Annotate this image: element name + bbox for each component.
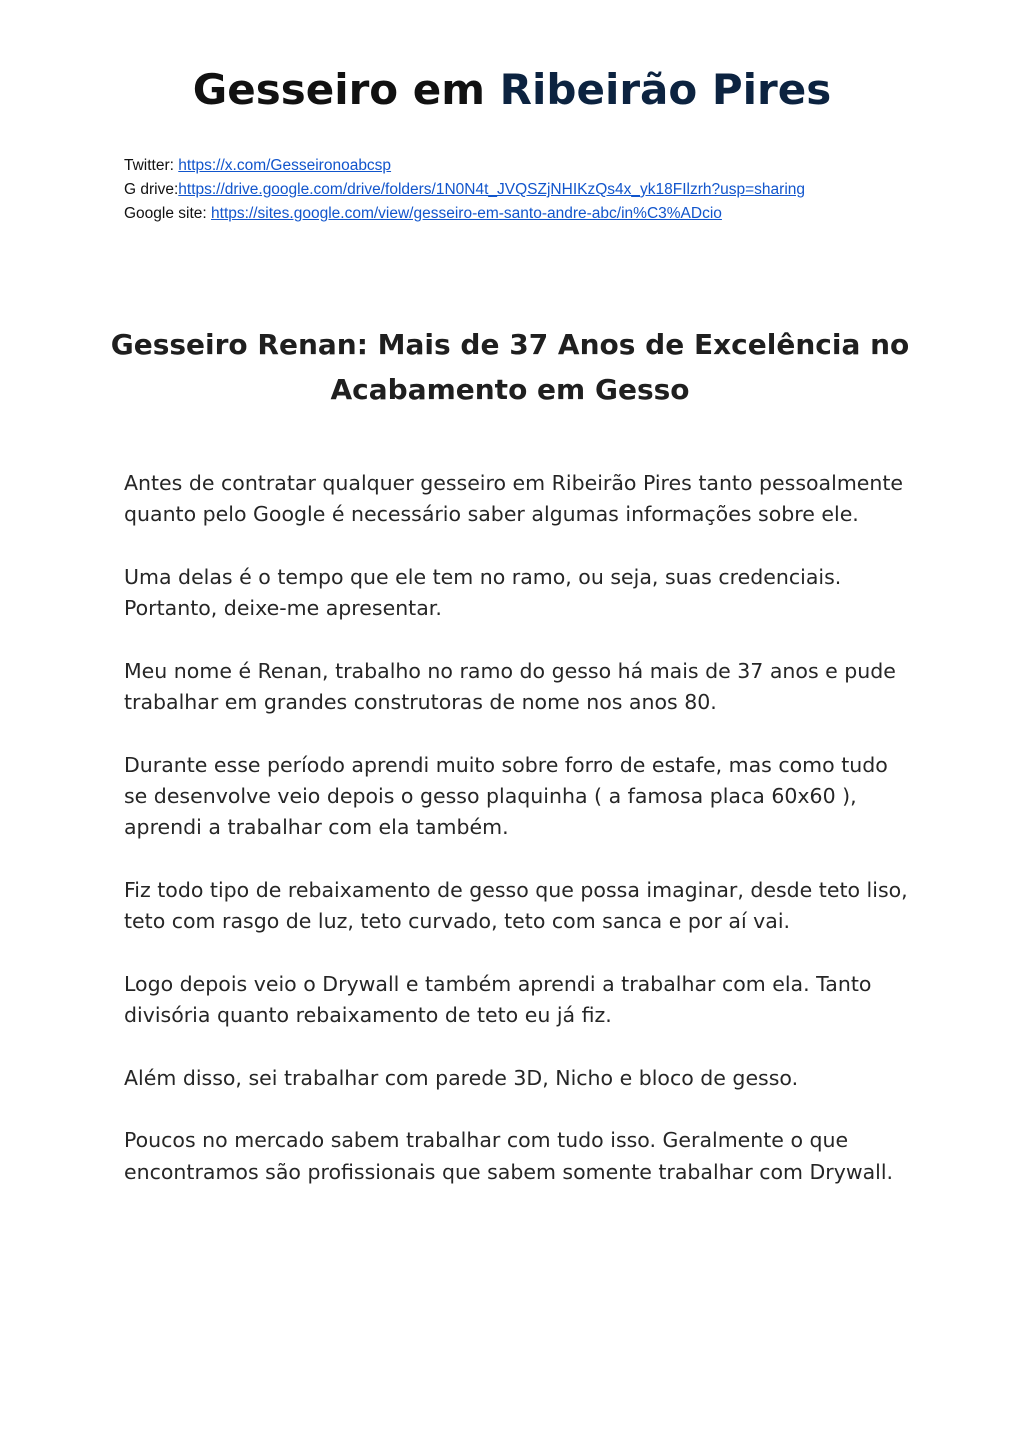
article-body xyxy=(124,468,914,1219)
google-site-link[interactable]: https://sites.google.com/view/gesseiro-em-santo-andre-abc/in%C3%ADcio xyxy=(211,205,722,222)
paragraph: Durante esse período aprendi muito sobre forro de estafe, mas como tudo se desenvolve veio depois o gesso plaquinha ( a famosa placa 60x60 ), aprendi a trabalhar com ela também. xyxy=(124,752,888,840)
gdrive-link[interactable]: https://drive.google.com/drive/folders/1N0N4t_JVQSZjNHIKzQs4x_yk18FIlzrh?usp=sharing xyxy=(178,181,806,198)
google-site-link-row xyxy=(124,202,924,226)
paragraph: Uma delas é o tempo que ele tem no ramo, ou seja, suas credenciais. Portanto, deixe-me apresentar. xyxy=(124,564,842,621)
title-prefix: Gesseiro em xyxy=(192,65,486,114)
paragraph: Meu nome é Renan, trabalho no ramo do gesso há mais de 37 anos e pude trabalhar em grandes construtoras de nome nos anos 80. xyxy=(124,658,896,715)
twitter-label: Twitter: xyxy=(124,157,174,174)
gdrive-label: G drive: xyxy=(124,181,179,198)
social-links xyxy=(124,154,924,226)
paragraph: Poucos no mercado sabem trabalhar com tudo isso. Geralmente o que encontramos são profissionais que sabem somente trabalhar com Drywall. xyxy=(124,1128,894,1184)
title-accent: Ribeirão Pires xyxy=(499,65,832,114)
gdrive-link-row xyxy=(124,178,924,202)
twitter-link[interactable]: https://x.com/Gesseironoabcsp xyxy=(178,157,392,174)
section-heading: Gesseiro Renan: Mais de 37 Anos de Excelência no Acabamento em Gesso xyxy=(110,328,910,406)
twitter-link-row xyxy=(124,154,924,178)
paragraph: Fiz todo tipo de rebaixamento de gesso que possa imaginar, desde teto liso, teto com rasgo de luz, teto curvado, teto com sanca e por aí vai. xyxy=(124,877,908,934)
google-site-label: Google site: xyxy=(124,205,207,222)
paragraph: Logo depois veio o Drywall e também aprendi a trabalhar com ela. Tanto divisória quanto rebaixamento de teto eu já fiz. xyxy=(124,971,872,1028)
page-title xyxy=(0,62,1024,118)
paragraph: Além disso, sei trabalhar com parede 3D, Nicho e bloco de gesso. xyxy=(124,1065,799,1090)
paragraph: Antes de contratar qualquer gesseiro em Ribeirão Pires tanto pessoalmente quanto pelo Google é necessário saber algumas informações sobre ele. xyxy=(124,471,904,527)
